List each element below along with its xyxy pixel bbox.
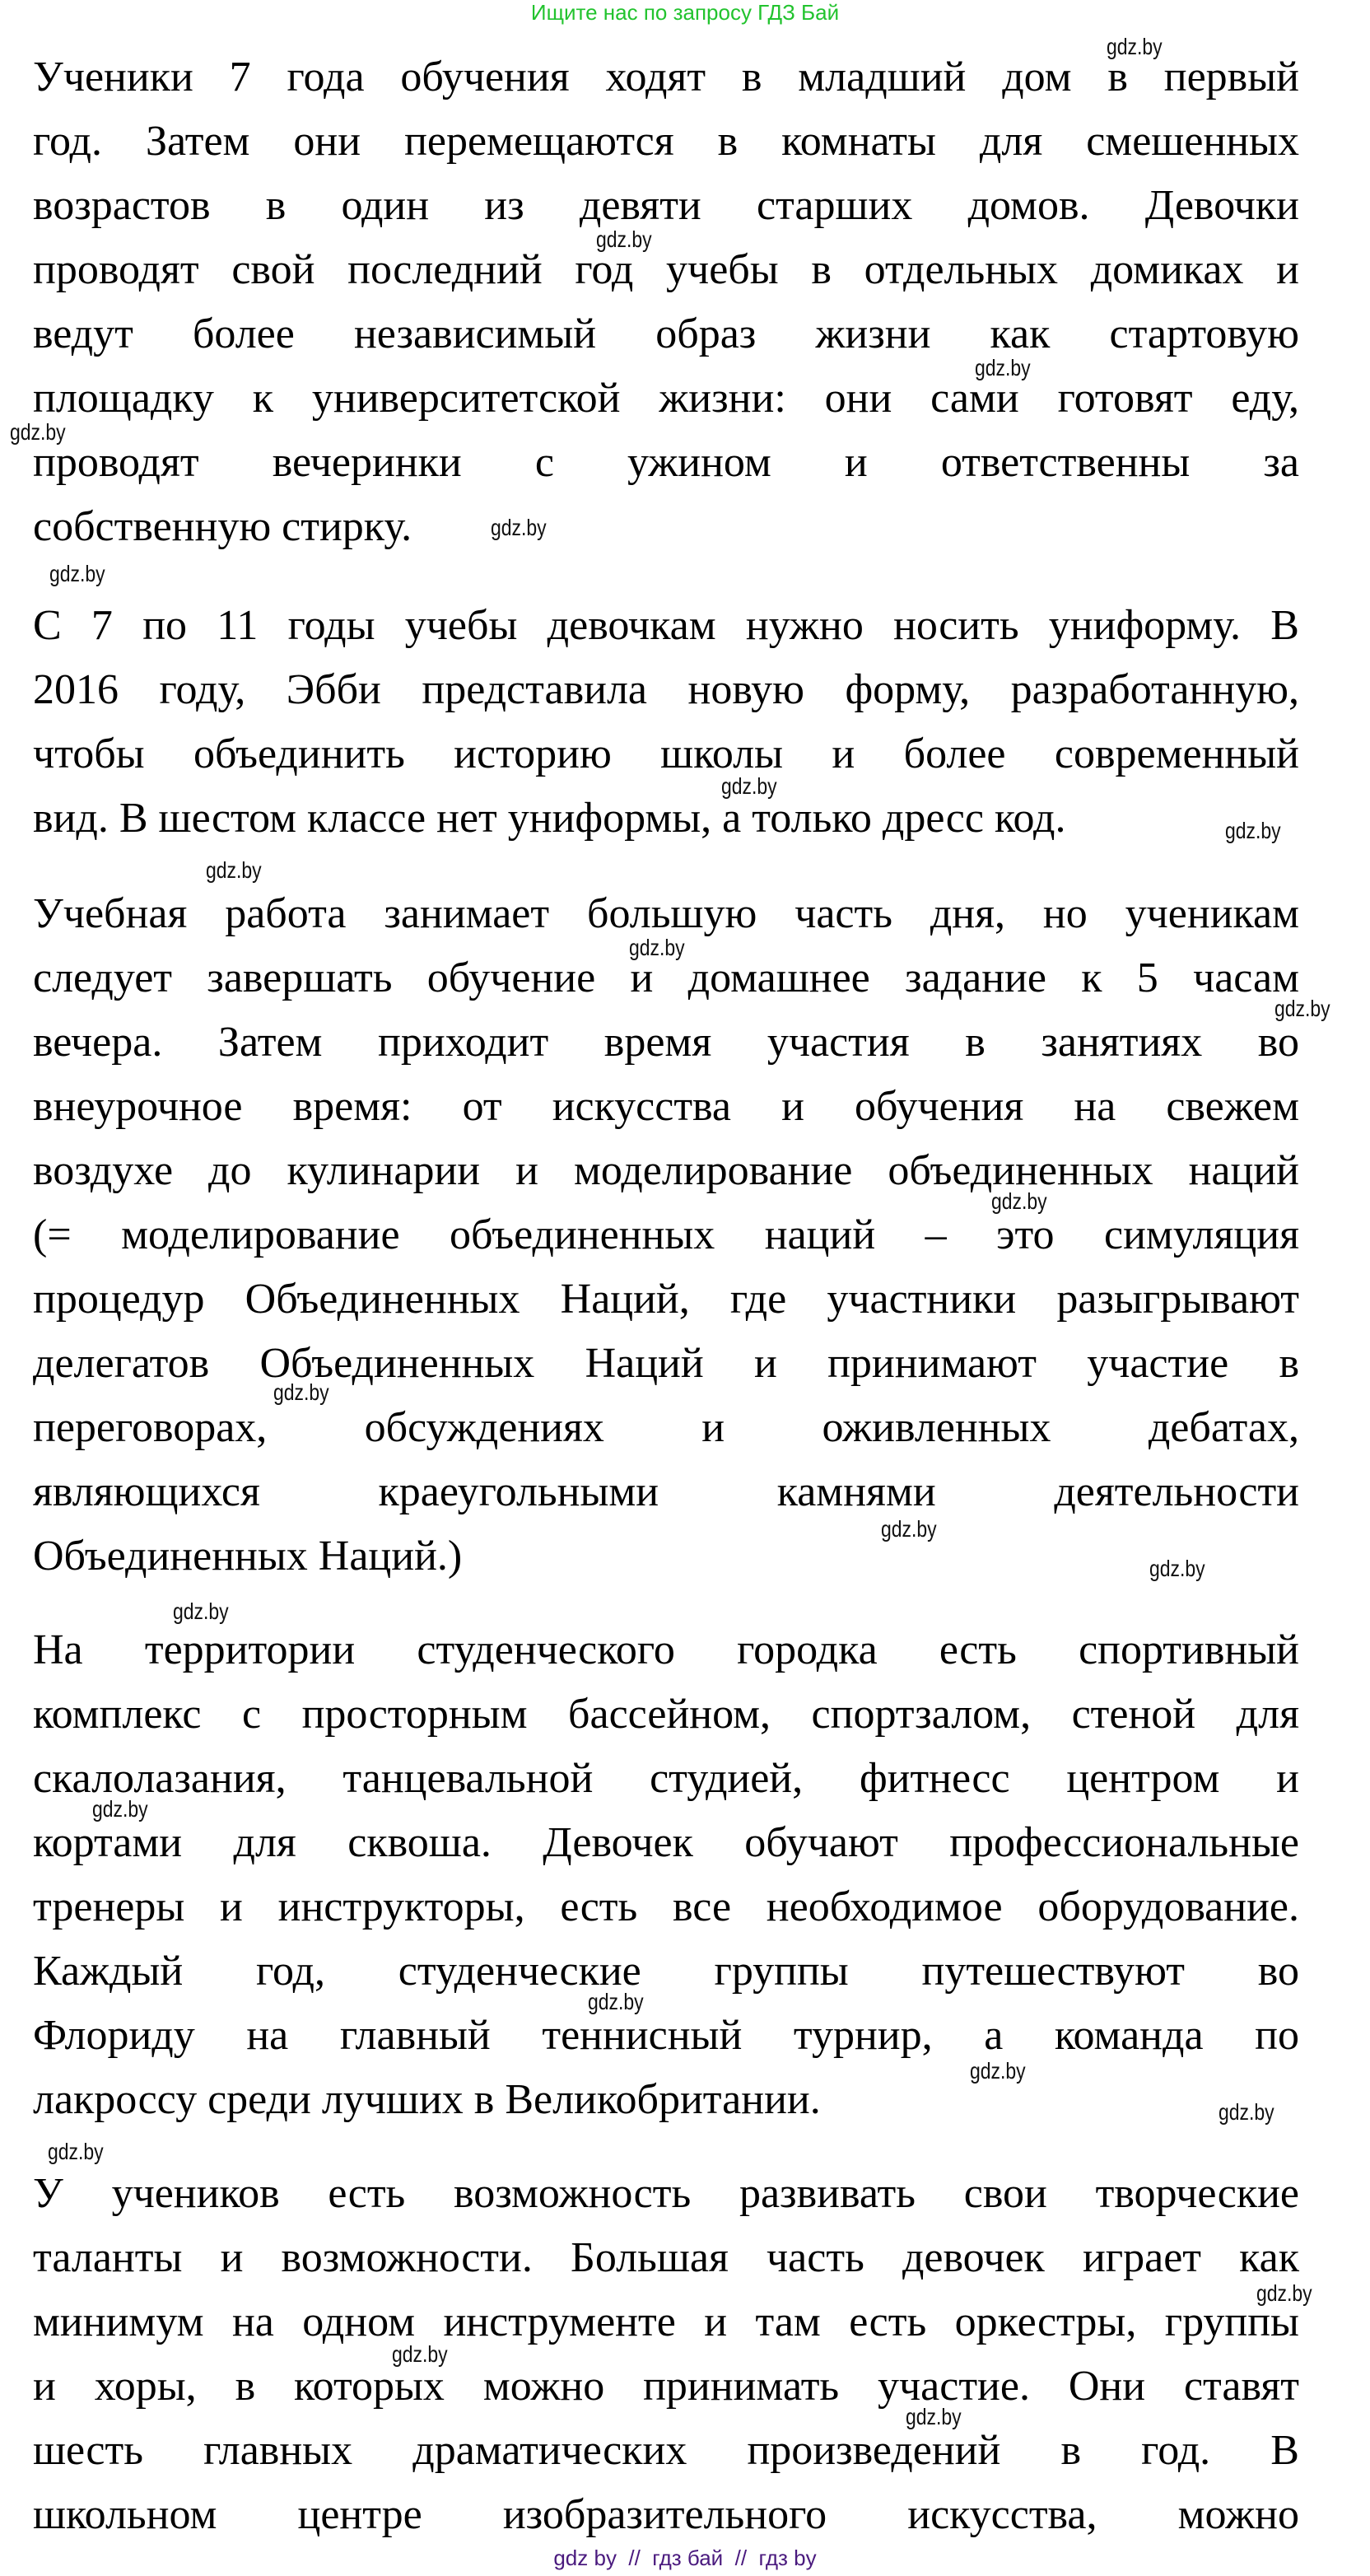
text-line: (= моделирование объединенных наций – это симуляция <box>33 1211 1299 1258</box>
text-line: таланты и возможности. Большая часть девочек играет как <box>33 2234 1299 2281</box>
watermark: gdz.by <box>1107 34 1163 59</box>
text-line: собственную стирку. <box>33 503 412 550</box>
watermark: gdz.by <box>629 935 685 960</box>
text-line: возрастов в один из девяти старших домов. Девочки <box>33 182 1299 229</box>
text-line: Ученики 7 года обучения ходят в младший дом в первый <box>33 54 1299 100</box>
watermark: gdz.by <box>1274 996 1330 1021</box>
watermark: gdz.by <box>491 515 547 540</box>
watermark: gdz.by <box>206 857 262 883</box>
text-line: чтобы объединить историю школы и более современный <box>33 730 1299 777</box>
watermark: gdz.by <box>721 773 777 799</box>
text-line: вид. В шестом классе нет униформы, а только дресс код. <box>33 795 1066 842</box>
text-line: проводят вечеринки с ужином и ответственны за <box>33 439 1299 486</box>
watermark: gdz.by <box>596 226 652 252</box>
text-line: являющихся краеугольными камнями деятельности <box>33 1468 1299 1515</box>
text-line: следует завершать обучение и домашнее задание к 5 часам <box>33 954 1299 1001</box>
text-line: У учеников есть возможность развивать свои творческие <box>33 2170 1299 2217</box>
text-line: процедур Объединенных Наций, где участники разыгрывают <box>33 1276 1299 1323</box>
text-line: кортами для сквоша. Девочек обучают профессиональные <box>33 1819 1299 1866</box>
watermark: gdz.by <box>975 355 1031 380</box>
text-line: ведут более независимый образ жизни как стартовую <box>33 310 1299 357</box>
text-line: комплекс с просторным бассейном, спортзалом, стеной для <box>33 1691 1299 1738</box>
text-line: переговорах, обсуждениях и оживленных дебатах, <box>33 1404 1299 1451</box>
text-line: скалолазания, танцевальной студией, фитнесс центром и <box>33 1755 1299 1802</box>
text-line: проводят свой последний год учебы в отдельных домиках и <box>33 246 1299 293</box>
watermark: gdz.by <box>173 1598 229 1624</box>
text-line: вечера. Затем приходит время участия в занятиях во <box>33 1019 1299 1066</box>
watermark: gdz.by <box>10 419 66 445</box>
text-line: и хоры, в которых можно принимать участие. Они ставят <box>33 2363 1299 2410</box>
watermark: gdz.by <box>1149 1556 1205 1581</box>
watermark: gdz.by <box>48 2139 104 2164</box>
text-line: Учебная работа занимает большую часть дня, но ученикам <box>33 890 1299 937</box>
watermark: gdz.by <box>1219 2099 1274 2125</box>
text-line: площадку к университетской жизни: они сами готовят еду, <box>33 375 1299 422</box>
watermark: gdz.by <box>1256 2280 1312 2306</box>
text-line: тренеры и инструкторы, есть все необходимое оборудование. <box>33 1883 1299 1930</box>
text-line: Каждый год, студенческие группы путешествуют во <box>33 1948 1299 1995</box>
text-line: Флориду на главный теннисный турнир, а команда по <box>33 2012 1299 2059</box>
text-line: год. Затем они перемещаются в комнаты для смешенных <box>33 118 1299 165</box>
watermark: gdz.by <box>392 2341 448 2367</box>
text-line: минимум на одном инструменте и там есть оркестры, группы <box>33 2298 1299 2345</box>
text-line: На территории студенческого городка есть спортивный <box>33 1626 1299 1673</box>
text-line: лакроссу среди лучших в Великобритании. <box>33 2076 821 2123</box>
text-line: внеурочное время: от искусства и обучения на свежем <box>33 1083 1299 1130</box>
text-line: С 7 по 11 годы учебы девочкам нужно носить униформу. В <box>33 602 1299 649</box>
site-footer-links: gdz by // гдз бай // гдз by <box>553 2546 817 2570</box>
watermark: gdz.by <box>49 561 105 586</box>
watermark: gdz.by <box>906 2404 962 2429</box>
text-line: воздухе до кулинарии и моделирование объединенных наций <box>33 1147 1299 1194</box>
search-hint-banner: Ищите нас по запросу ГДЗ Бай <box>530 0 840 25</box>
watermark: gdz.by <box>881 1516 937 1542</box>
text-line: шесть главных драматических произведений в год. В <box>33 2427 1299 2474</box>
watermark: gdz.by <box>991 1188 1047 1214</box>
text-line: Объединенных Наций.) <box>33 1533 463 1580</box>
watermark: gdz.by <box>92 1796 148 1822</box>
watermark: gdz.by <box>970 2058 1026 2084</box>
text-line: школьном центре изобразительного искусства, можно <box>33 2491 1299 2538</box>
text-line: делегатов Объединенных Наций и принимают участие в <box>33 1340 1299 1387</box>
watermark: gdz.by <box>273 1379 329 1405</box>
watermark: gdz.by <box>1225 818 1281 843</box>
text-line: 2016 году, Эбби представила новую форму, разработанную, <box>33 666 1299 713</box>
watermark: gdz.by <box>588 1989 644 2014</box>
